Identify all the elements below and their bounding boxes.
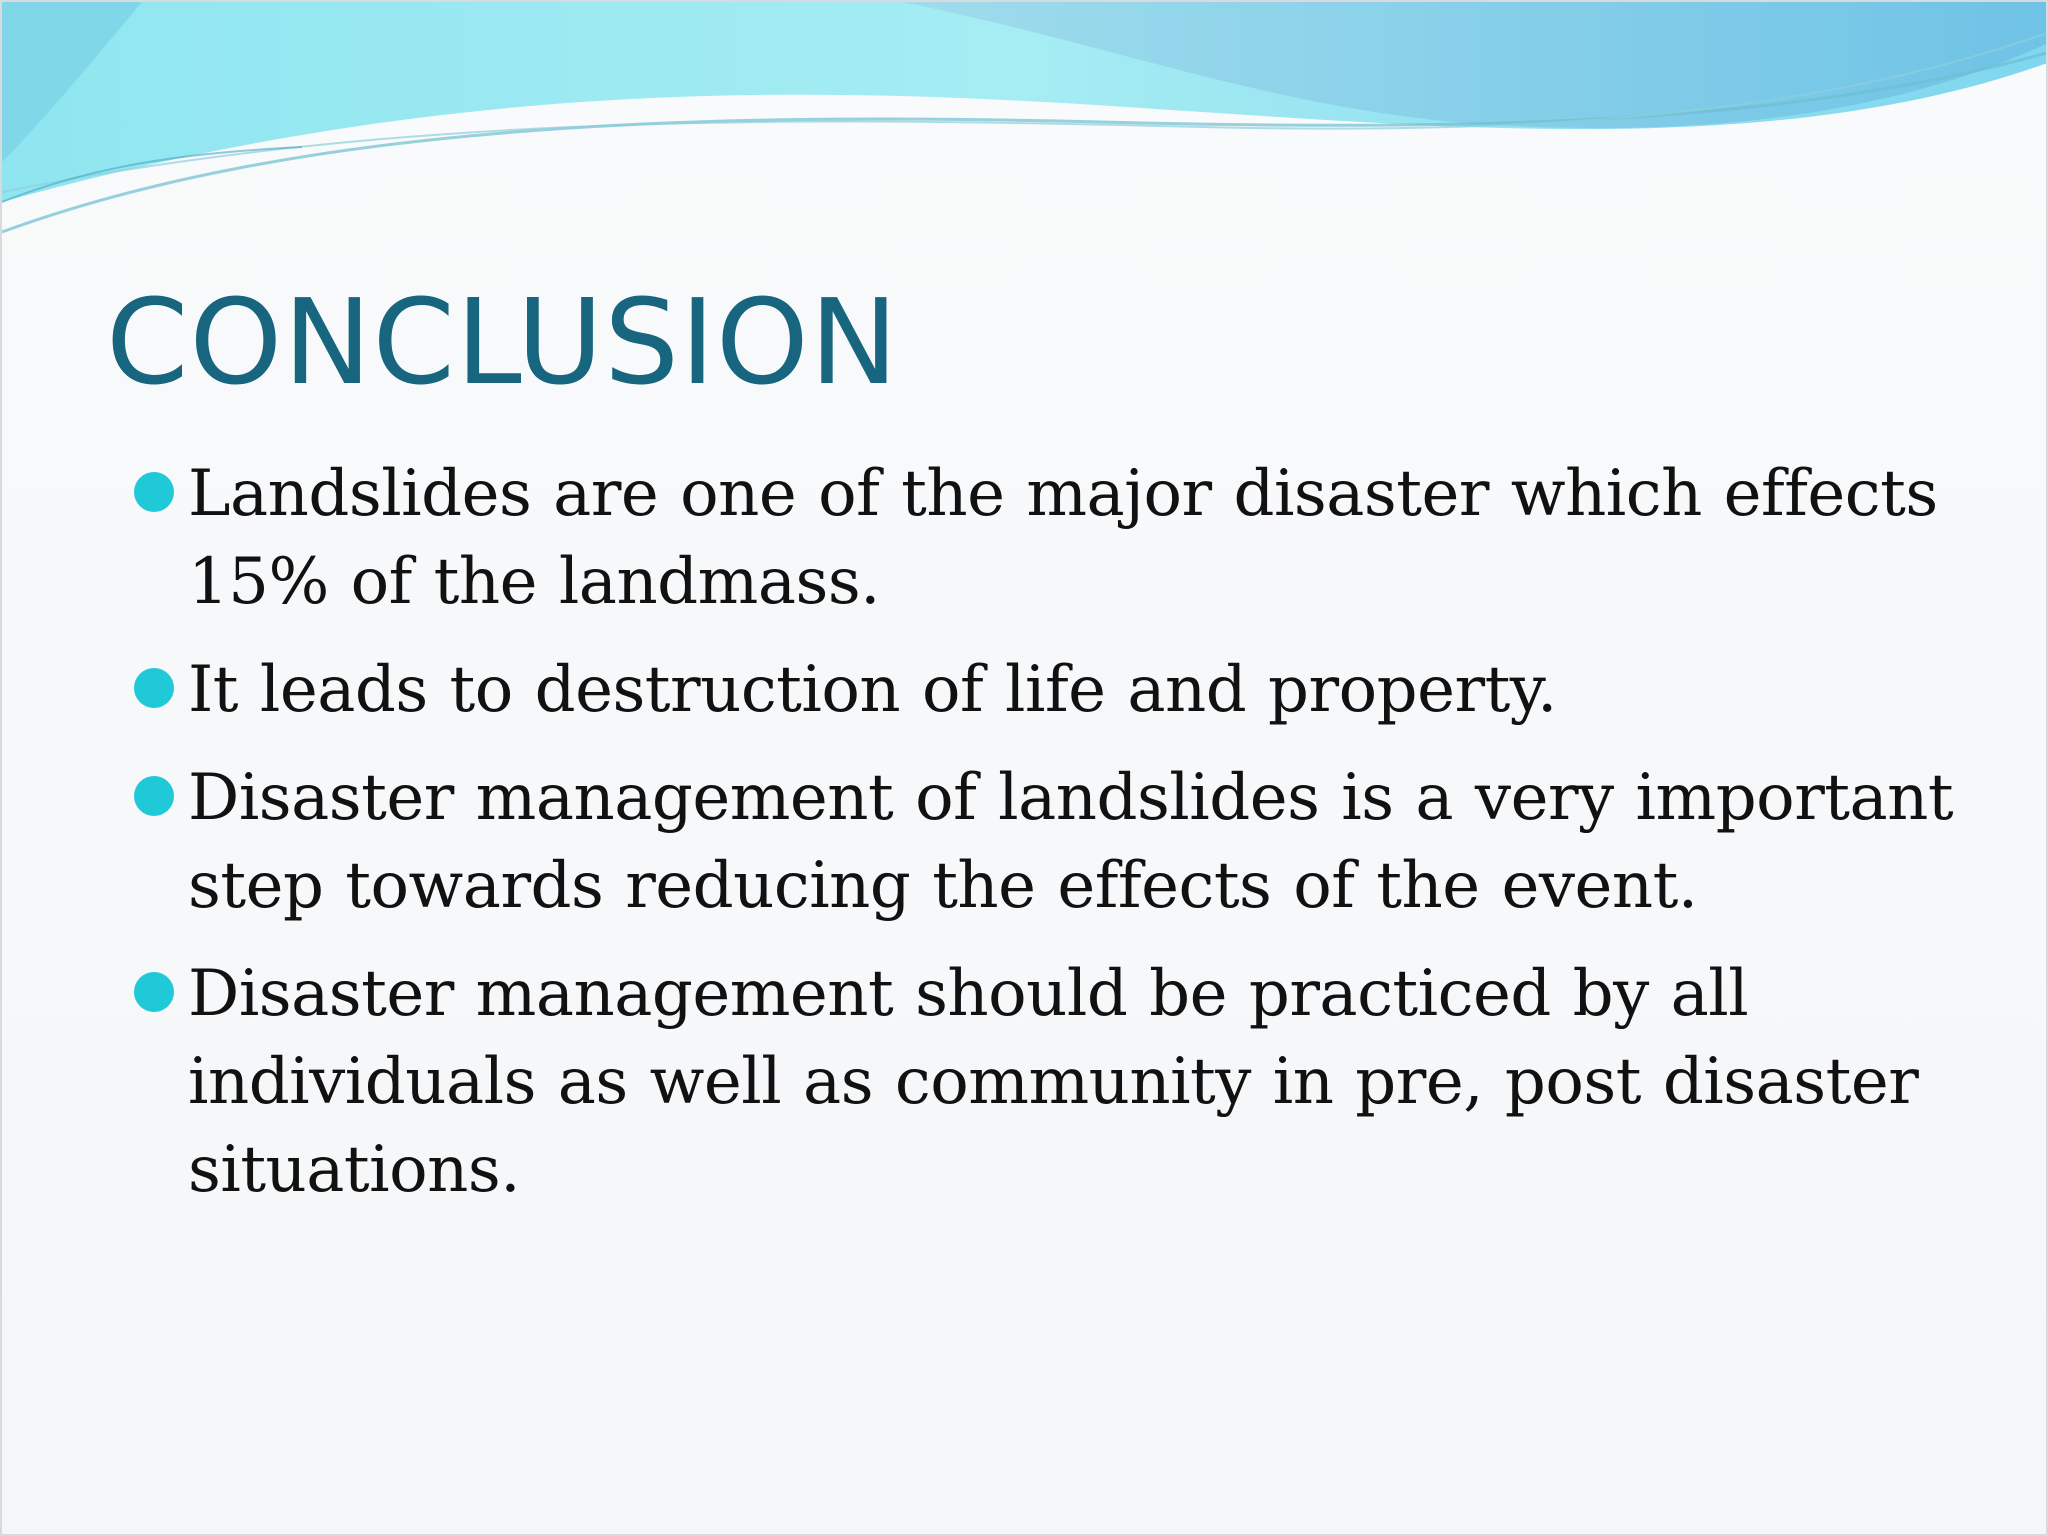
bullet-text: Landslides are one of the major disaster which effects 15% of the landmass. (188, 457, 1938, 619)
bullet-dot-icon (134, 776, 174, 816)
bullet-text: Disaster management should be practiced by all individuals as well as community in pre, post disaster situations. (188, 957, 1919, 1207)
bullet-dot-icon (134, 972, 174, 1012)
slide-title: CONCLUSION (106, 273, 900, 411)
bullet-item (128, 754, 1988, 930)
bullet-item (128, 950, 1988, 1214)
bullet-item (128, 450, 1988, 626)
bullet-dot-icon (134, 472, 174, 512)
header-wave-decoration (2, 2, 2048, 242)
bullet-text: Disaster management of landslides is a very important step towards reducing the effects of the event. (188, 761, 1954, 923)
bullet-item (128, 646, 1988, 734)
bullet-dot-icon (134, 668, 174, 708)
bullet-text: It leads to destruction of life and property. (188, 653, 1557, 727)
bullet-list (128, 450, 1988, 1234)
